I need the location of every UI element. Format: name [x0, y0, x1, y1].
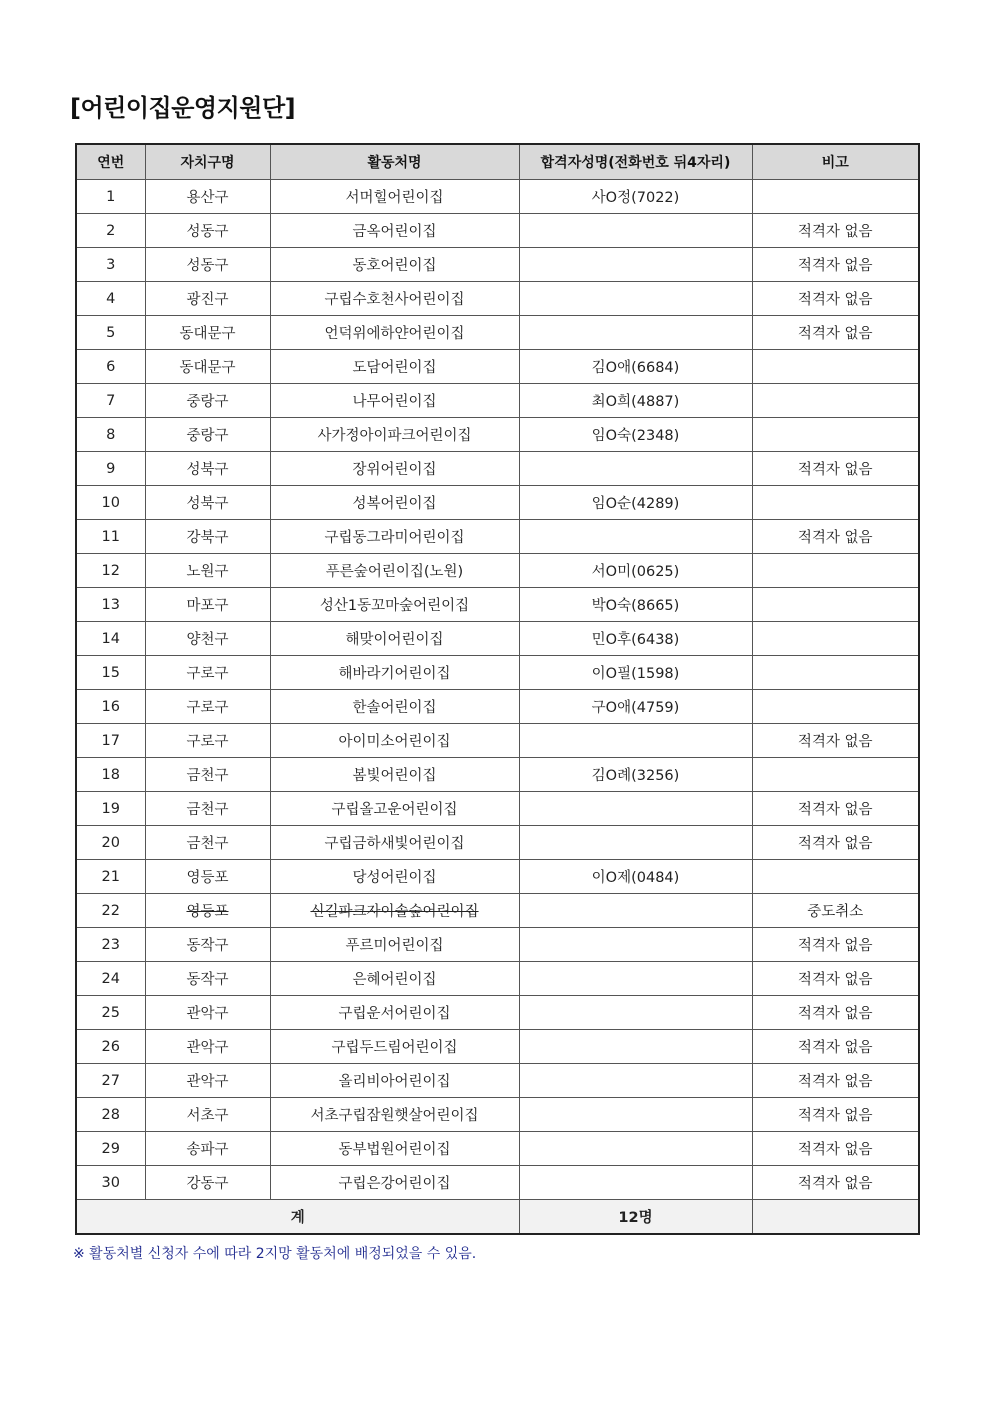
cell-number: 13 [76, 588, 145, 622]
cell-place: 구립운서어린이집 [270, 996, 519, 1030]
table-row [76, 350, 919, 384]
cell-note: 적격자 없음 [752, 1030, 919, 1064]
cell-district: 관악구 [145, 1030, 270, 1064]
cell-place: 구립두드림어린이집 [270, 1030, 519, 1064]
cell-district: 금천구 [145, 826, 270, 860]
cell-name: 민O후(6438) [519, 622, 752, 656]
cell-note: 적격자 없음 [752, 214, 919, 248]
cell-name [519, 520, 752, 554]
cell-name [519, 826, 752, 860]
cell-name [519, 1030, 752, 1064]
cell-place: 푸르미어린이집 [270, 928, 519, 962]
cell-note [752, 180, 919, 214]
cell-district: 송파구 [145, 1132, 270, 1166]
cell-district: 금천구 [145, 758, 270, 792]
cell-note: 중도취소 [752, 894, 919, 928]
cell-number: 10 [76, 486, 145, 520]
cell-district: 마포구 [145, 588, 270, 622]
cell-note [752, 622, 919, 656]
cell-place: 동호어린이집 [270, 248, 519, 282]
cell-note: 적격자 없음 [752, 724, 919, 758]
cell-number: 22 [76, 894, 145, 928]
cell-place: 구립수호천사어린이집 [270, 282, 519, 316]
cell-name: 박O숙(8665) [519, 588, 752, 622]
cell-number: 30 [76, 1166, 145, 1200]
cell-name [519, 724, 752, 758]
cell-name [519, 1166, 752, 1200]
table-row [76, 316, 919, 350]
cell-name [519, 214, 752, 248]
table-row [76, 792, 919, 826]
cell-note: 적격자 없음 [752, 1166, 919, 1200]
table-row [76, 452, 919, 486]
cell-note [752, 860, 919, 894]
cell-name: 이O필(1598) [519, 656, 752, 690]
cell-note [752, 384, 919, 418]
cell-district: 강북구 [145, 520, 270, 554]
cell-district: 영등포 [145, 894, 270, 928]
cell-district: 관악구 [145, 1064, 270, 1098]
cell-name: 서O미(0625) [519, 554, 752, 588]
table-row [76, 860, 919, 894]
total-row [76, 1200, 919, 1235]
cell-district: 성북구 [145, 452, 270, 486]
table-row [76, 690, 919, 724]
cell-name [519, 1098, 752, 1132]
table-row [76, 214, 919, 248]
cell-district: 동작구 [145, 928, 270, 962]
cell-place: 사가정아이파크어린이집 [270, 418, 519, 452]
table-row [76, 758, 919, 792]
table-row [76, 554, 919, 588]
cell-note: 적격자 없음 [752, 1098, 919, 1132]
cell-place: 한솔어린이집 [270, 690, 519, 724]
cell-note: 적격자 없음 [752, 1132, 919, 1166]
cell-number: 15 [76, 656, 145, 690]
footnote: ※ 활동처별 신청자 수에 따라 2지망 활동처에 배정되었을 수 있음. [73, 1246, 477, 1262]
cell-place: 성복어린이집 [270, 486, 519, 520]
cell-number: 27 [76, 1064, 145, 1098]
cell-number: 9 [76, 452, 145, 486]
cell-district: 강동구 [145, 1166, 270, 1200]
cell-number: 16 [76, 690, 145, 724]
cell-place: 언덕위에하얀어린이집 [270, 316, 519, 350]
table-row [76, 486, 919, 520]
cell-place: 아이미소어린이집 [270, 724, 519, 758]
cell-place: 구립은강어린이집 [270, 1166, 519, 1200]
cell-place: 나무어린이집 [270, 384, 519, 418]
cell-number: 29 [76, 1132, 145, 1166]
cell-number: 3 [76, 248, 145, 282]
cell-place: 금옥어린이집 [270, 214, 519, 248]
cell-number: 5 [76, 316, 145, 350]
cell-number: 18 [76, 758, 145, 792]
header-name: 합격자성명(전화번호 뒤4자리) [519, 144, 752, 180]
cell-place: 올리비아어린이집 [270, 1064, 519, 1098]
cell-place: 도담어린이집 [270, 350, 519, 384]
cell-number: 2 [76, 214, 145, 248]
cell-name [519, 962, 752, 996]
cell-place: 서초구립잠원햇살어린이집 [270, 1098, 519, 1132]
cell-district: 구로구 [145, 690, 270, 724]
cell-note: 적격자 없음 [752, 996, 919, 1030]
cell-district: 용산구 [145, 180, 270, 214]
cell-number: 24 [76, 962, 145, 996]
cell-number: 25 [76, 996, 145, 1030]
cell-district: 노원구 [145, 554, 270, 588]
cell-note [752, 554, 919, 588]
cell-district: 중랑구 [145, 418, 270, 452]
cell-district: 동작구 [145, 962, 270, 996]
cell-name [519, 928, 752, 962]
cell-note [752, 690, 919, 724]
cell-name: 임O숙(2348) [519, 418, 752, 452]
table-row [76, 996, 919, 1030]
header-district: 자치구명 [145, 144, 270, 180]
cell-number: 12 [76, 554, 145, 588]
header-note: 비고 [752, 144, 919, 180]
cell-district: 성동구 [145, 248, 270, 282]
table-row [76, 1132, 919, 1166]
cell-place: 봄빛어린이집 [270, 758, 519, 792]
table-row [76, 724, 919, 758]
cell-name: 최O희(4887) [519, 384, 752, 418]
cell-number: 20 [76, 826, 145, 860]
cell-place: 구립올고운어린이집 [270, 792, 519, 826]
table-header-row [76, 144, 919, 180]
table-row [76, 622, 919, 656]
cell-note: 적격자 없음 [752, 316, 919, 350]
table-row [76, 282, 919, 316]
cell-name [519, 1064, 752, 1098]
cell-place: 구립금하새빛어린이집 [270, 826, 519, 860]
cell-number: 14 [76, 622, 145, 656]
cell-number: 8 [76, 418, 145, 452]
cell-name [519, 248, 752, 282]
header-number: 연번 [76, 144, 145, 180]
cell-district: 성북구 [145, 486, 270, 520]
cell-note: 적격자 없음 [752, 962, 919, 996]
table-row [76, 1098, 919, 1132]
cell-district: 구로구 [145, 724, 270, 758]
cell-number: 23 [76, 928, 145, 962]
cell-name: 김O애(6684) [519, 350, 752, 384]
cell-number: 6 [76, 350, 145, 384]
table-row [76, 656, 919, 690]
cell-place: 동부법원어린이집 [270, 1132, 519, 1166]
cell-number: 17 [76, 724, 145, 758]
cell-note [752, 588, 919, 622]
cell-name: 구O애(4759) [519, 690, 752, 724]
table-row [76, 384, 919, 418]
cell-number: 19 [76, 792, 145, 826]
cell-number: 4 [76, 282, 145, 316]
cell-name [519, 316, 752, 350]
cell-note [752, 486, 919, 520]
header-place: 활동처명 [270, 144, 519, 180]
cell-note: 적격자 없음 [752, 792, 919, 826]
cell-name [519, 452, 752, 486]
cell-name: 임O순(4289) [519, 486, 752, 520]
cell-number: 7 [76, 384, 145, 418]
cell-place: 해맞이어린이집 [270, 622, 519, 656]
table-row [76, 894, 919, 928]
cell-district: 동대문구 [145, 316, 270, 350]
cell-name [519, 792, 752, 826]
cell-district: 서초구 [145, 1098, 270, 1132]
cell-place: 당성어린이집 [270, 860, 519, 894]
table-row [76, 418, 919, 452]
cell-note: 적격자 없음 [752, 520, 919, 554]
cell-place: 해바라기어린이집 [270, 656, 519, 690]
cell-note [752, 350, 919, 384]
table-row [76, 248, 919, 282]
cell-place: 푸른숲어린이집(노원) [270, 554, 519, 588]
table-row [76, 826, 919, 860]
cell-place: 서머힐어린이집 [270, 180, 519, 214]
cell-name: 이O제(0484) [519, 860, 752, 894]
cell-number: 1 [76, 180, 145, 214]
cell-name: 김O례(3256) [519, 758, 752, 792]
cell-name [519, 282, 752, 316]
cell-place: 장위어린이집 [270, 452, 519, 486]
total-label: 계 [76, 1200, 519, 1235]
cell-note [752, 418, 919, 452]
cell-number: 21 [76, 860, 145, 894]
cell-district: 구로구 [145, 656, 270, 690]
cell-number: 28 [76, 1098, 145, 1132]
table-row [76, 520, 919, 554]
total-note [752, 1200, 919, 1235]
table-row [76, 1064, 919, 1098]
cell-district: 양천구 [145, 622, 270, 656]
cell-note [752, 758, 919, 792]
cell-place: 은혜어린이집 [270, 962, 519, 996]
cell-district: 금천구 [145, 792, 270, 826]
cell-district: 관악구 [145, 996, 270, 1030]
cell-district: 동대문구 [145, 350, 270, 384]
cell-district: 영등포 [145, 860, 270, 894]
cell-name: 사O정(7022) [519, 180, 752, 214]
table-row [76, 180, 919, 214]
assignment-table [75, 143, 920, 1235]
cell-number: 11 [76, 520, 145, 554]
cell-name [519, 996, 752, 1030]
cell-note: 적격자 없음 [752, 452, 919, 486]
cell-note: 적격자 없음 [752, 826, 919, 860]
cell-place: 신길파크자이솔숲어린이집 [270, 894, 519, 928]
cell-note: 적격자 없음 [752, 282, 919, 316]
table-row [76, 1166, 919, 1200]
cell-district: 광진구 [145, 282, 270, 316]
page-title: [어린이집운영지원단] [70, 94, 296, 122]
table-row [76, 962, 919, 996]
cell-note: 적격자 없음 [752, 248, 919, 282]
cell-district: 성동구 [145, 214, 270, 248]
cell-note [752, 656, 919, 690]
table-row [76, 588, 919, 622]
cell-place: 구립동그라미어린이집 [270, 520, 519, 554]
cell-place: 성산1동꼬마숲어린이집 [270, 588, 519, 622]
cell-name [519, 1132, 752, 1166]
cell-number: 26 [76, 1030, 145, 1064]
table-row [76, 1030, 919, 1064]
cell-note: 적격자 없음 [752, 928, 919, 962]
cell-note: 적격자 없음 [752, 1064, 919, 1098]
cell-name [519, 894, 752, 928]
cell-district: 중랑구 [145, 384, 270, 418]
total-count: 12명 [519, 1200, 752, 1235]
table-row [76, 928, 919, 962]
